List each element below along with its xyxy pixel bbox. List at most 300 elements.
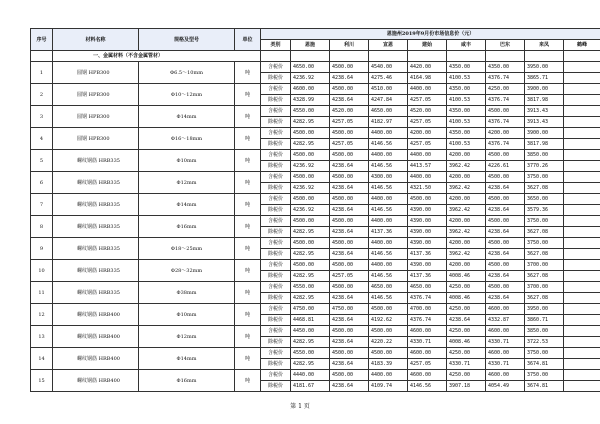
tax-price-cell: 4500.00 (369, 348, 408, 359)
tax-price-cell (564, 150, 600, 161)
tax-price-cell (564, 238, 600, 249)
item-spec: Φ14mm (139, 106, 235, 128)
tax-price-cell: 4650.00 (369, 106, 408, 117)
tax-price-cell: 4250.00 (447, 304, 486, 315)
header-seq: 序号 (31, 29, 53, 51)
item-unit: 吨 (235, 172, 261, 194)
item-seq: 10 (31, 260, 53, 282)
notax-price-cell (564, 271, 600, 282)
tax-price-cell: 4350.00 (486, 62, 525, 73)
notax-price-cell: 4238.64 (330, 315, 369, 326)
tax-price-cell: 3950.00 (525, 62, 564, 73)
tax-price-cell: 4250.00 (447, 282, 486, 293)
item-spec: Φ14mm (139, 348, 235, 370)
notax-price-cell: 4257.05 (408, 139, 447, 150)
item-seq: 7 (31, 194, 53, 216)
price-type-tax: 含税价 (261, 260, 291, 271)
tax-price-cell: 4400.00 (369, 370, 408, 381)
table-row (31, 326, 600, 337)
item-spec: Φ10mm (139, 304, 235, 326)
notax-price-cell: 3627.08 (525, 249, 564, 260)
tax-price-cell: 4500.00 (486, 194, 525, 205)
notax-price-cell: 4468.81 (291, 315, 330, 326)
tax-price-cell: 4350.00 (447, 128, 486, 139)
tax-price-cell: 4500.00 (330, 216, 369, 227)
notax-price-cell: 4376.74 (486, 73, 525, 84)
notax-price-cell: 4247.84 (369, 95, 408, 106)
tax-price-cell: 4500.00 (330, 260, 369, 271)
tax-price-cell: 4650.00 (291, 62, 330, 73)
item-name: 圆钢 HPB300 (53, 128, 139, 150)
tax-price-cell: 4600.00 (486, 348, 525, 359)
tax-price-cell: 4500.00 (408, 194, 447, 205)
tax-price-cell: 3700.00 (525, 282, 564, 293)
item-spec: Φ16～18mm (139, 128, 235, 150)
item-name: 圆钢 HPB300 (53, 106, 139, 128)
tax-price-cell (564, 106, 600, 117)
tax-price-cell: 4500.00 (330, 84, 369, 95)
notax-price-cell: 4183.39 (369, 359, 408, 370)
item-spec: Φ10mm (139, 150, 235, 172)
item-unit: 吨 (235, 84, 261, 106)
table-row (31, 194, 600, 205)
item-name: 螺纹钢筋 HRB335 (53, 238, 139, 260)
price-type-tax: 含税价 (261, 106, 291, 117)
notax-price-cell: 4282.95 (291, 227, 330, 238)
item-name: 螺纹钢筋 HRB335 (53, 150, 139, 172)
price-type-notax: 除税价 (261, 293, 291, 304)
tax-price-cell: 4500.00 (486, 150, 525, 161)
notax-price-cell: 3579.36 (525, 205, 564, 216)
notax-price-cell: 3722.53 (525, 337, 564, 348)
region-header: 宣恩 (369, 40, 408, 51)
tax-price-cell: 4400.00 (369, 260, 408, 271)
notax-price-cell: 4100.53 (447, 117, 486, 128)
tax-price-cell: 4500.00 (486, 260, 525, 271)
notax-price-cell: 4238.64 (330, 359, 369, 370)
price-type-tax: 含税价 (261, 326, 291, 337)
tax-price-cell: 4650.00 (408, 282, 447, 293)
notax-price-cell (564, 359, 600, 370)
tax-price-cell: 3900.00 (525, 128, 564, 139)
item-seq: 8 (31, 216, 53, 238)
item-name: 螺纹钢筋 HRB400 (53, 326, 139, 348)
item-name: 螺纹钢筋 HRB400 (53, 304, 139, 326)
notax-price-cell: 3907.18 (447, 381, 486, 392)
tax-price-cell: 4600.00 (408, 326, 447, 337)
item-spec: Φ14mm (139, 194, 235, 216)
tax-price-cell: 4500.00 (330, 348, 369, 359)
tax-price-cell: 4200.00 (447, 172, 486, 183)
table-row (31, 62, 600, 73)
region-header: 恩施 (291, 40, 330, 51)
table-row (31, 348, 600, 359)
price-type-notax: 除税价 (261, 227, 291, 238)
tax-price-cell (564, 172, 600, 183)
tax-price-cell (564, 260, 600, 271)
region-header: 咸丰 (447, 40, 486, 51)
tax-price-cell: 3900.00 (525, 84, 564, 95)
tax-price-cell: 4450.00 (291, 326, 330, 337)
notax-price-cell: 3860.71 (525, 315, 564, 326)
item-unit: 吨 (235, 260, 261, 282)
tax-price-cell (564, 128, 600, 139)
tax-price-cell: 4500.00 (330, 194, 369, 205)
tax-price-cell: 4350.00 (447, 62, 486, 73)
tax-price-cell: 4250.00 (486, 84, 525, 95)
tax-price-cell: 4390.00 (408, 216, 447, 227)
price-type-tax: 含税价 (261, 216, 291, 227)
notax-price-cell: 3865.71 (525, 73, 564, 84)
tax-price-cell: 3750.00 (525, 172, 564, 183)
notax-price-cell: 4332.87 (486, 315, 525, 326)
notax-price-cell: 4282.95 (291, 359, 330, 370)
table-row (31, 106, 600, 117)
notax-price-cell: 4257.05 (408, 359, 447, 370)
notax-price-cell: 4181.67 (291, 381, 330, 392)
notax-price-cell: 3770.26 (525, 161, 564, 172)
tax-price-cell: 4400.00 (369, 150, 408, 161)
notax-price-cell: 3627.08 (525, 271, 564, 282)
tax-price-cell: 4500.00 (291, 150, 330, 161)
tax-price-cell: 3700.00 (525, 260, 564, 271)
notax-price-cell: 4376.74 (486, 139, 525, 150)
table-row (31, 216, 600, 227)
notax-price-cell: 4146.56 (408, 381, 447, 392)
notax-price-cell: 4146.56 (369, 139, 408, 150)
tax-price-cell: 4600.00 (486, 304, 525, 315)
tax-price-cell: 4500.00 (291, 172, 330, 183)
tax-price-cell (564, 282, 600, 293)
item-spec: Φ6.5～10mm (139, 62, 235, 84)
notax-price-cell: 4236.92 (291, 205, 330, 216)
tax-price-cell (564, 370, 600, 381)
item-seq: 3 (31, 106, 53, 128)
notax-price-cell: 4100.53 (447, 139, 486, 150)
item-spec: Φ16mm (139, 370, 235, 392)
tax-price-cell (564, 348, 600, 359)
tax-price-cell: 4500.00 (330, 62, 369, 73)
table-row (31, 150, 600, 161)
item-unit: 吨 (235, 370, 261, 392)
tax-price-cell: 4390.00 (408, 238, 447, 249)
tax-price-cell: 4400.00 (408, 150, 447, 161)
table-row (31, 282, 600, 293)
notax-price-cell: 4257.05 (330, 271, 369, 282)
tax-price-cell: 4540.00 (369, 62, 408, 73)
notax-price-cell: 4238.64 (330, 381, 369, 392)
tax-price-cell: 4500.00 (369, 304, 408, 315)
price-type-notax: 除税价 (261, 271, 291, 282)
tax-price-cell: 4650.00 (369, 282, 408, 293)
tax-price-cell: 4500.00 (330, 370, 369, 381)
price-type-notax: 除税价 (261, 117, 291, 128)
tax-price-cell: 4750.00 (291, 304, 330, 315)
item-unit: 吨 (235, 348, 261, 370)
notax-price-cell: 4109.74 (369, 381, 408, 392)
notax-price-cell: 3962.42 (447, 227, 486, 238)
notax-price-cell: 3962.42 (447, 161, 486, 172)
tax-price-cell: 4400.00 (408, 84, 447, 95)
notax-price-cell: 3962.42 (447, 205, 486, 216)
tax-price-cell: 4500.00 (291, 128, 330, 139)
category-seq-cell (31, 51, 53, 62)
tax-price-cell: 4550.00 (291, 106, 330, 117)
tax-price-cell: 4500.00 (330, 238, 369, 249)
table-body (31, 51, 600, 392)
tax-price-cell (564, 216, 600, 227)
notax-price-cell: 4137.36 (369, 227, 408, 238)
tax-price-cell: 4200.00 (486, 128, 525, 139)
notax-price-cell: 4238.64 (330, 337, 369, 348)
notax-price-cell: 4257.05 (330, 117, 369, 128)
notax-price-cell (564, 95, 600, 106)
notax-price-cell: 4238.64 (330, 73, 369, 84)
notax-price-cell (564, 117, 600, 128)
notax-price-cell: 4257.05 (330, 139, 369, 150)
notax-price-cell: 4182.97 (369, 117, 408, 128)
price-type-notax: 除税价 (261, 315, 291, 326)
notax-price-cell: 3817.98 (525, 139, 564, 150)
notax-price-cell: 4238.64 (330, 205, 369, 216)
item-seq: 1 (31, 62, 53, 84)
notax-price-cell: 4164.98 (408, 73, 447, 84)
notax-price-cell: 4146.56 (369, 161, 408, 172)
tax-price-cell: 4400.00 (408, 172, 447, 183)
tax-price-cell: 4500.00 (330, 172, 369, 183)
region-header: 巴东 (486, 40, 525, 51)
notax-price-cell: 4220.22 (369, 337, 408, 348)
notax-price-cell: 4238.64 (330, 161, 369, 172)
notax-price-cell: 4330.71 (486, 359, 525, 370)
price-type-tax: 含税价 (261, 128, 291, 139)
notax-price-cell (564, 73, 600, 84)
price-type-tax: 含税价 (261, 348, 291, 359)
price-type-tax: 含税价 (261, 194, 291, 205)
table-row (31, 260, 600, 271)
notax-price-cell: 4282.95 (291, 271, 330, 282)
price-sheet (30, 28, 588, 392)
notax-price-cell: 4008.46 (447, 271, 486, 282)
item-seq: 2 (31, 84, 53, 106)
tax-price-cell: 3750.00 (525, 348, 564, 359)
item-seq: 9 (31, 238, 53, 260)
item-unit: 吨 (235, 304, 261, 326)
price-type-notax: 除税价 (261, 73, 291, 84)
tax-price-cell: 4520.00 (330, 106, 369, 117)
notax-price-cell: 4330.71 (486, 337, 525, 348)
item-name: 螺纹钢筋 HRB335 (53, 282, 139, 304)
notax-price-cell (564, 161, 600, 172)
tax-price-cell: 3750.00 (525, 216, 564, 227)
price-type-notax: 除税价 (261, 183, 291, 194)
tax-price-cell: 3850.00 (525, 326, 564, 337)
notax-price-cell: 4282.95 (291, 139, 330, 150)
item-unit: 吨 (235, 194, 261, 216)
page-footer: 第 1 页 (290, 403, 310, 410)
tax-price-cell: 4250.00 (447, 370, 486, 381)
notax-price-cell: 4008.46 (447, 293, 486, 304)
notax-price-cell: 4330.71 (447, 359, 486, 370)
tax-price-cell: 4510.00 (369, 84, 408, 95)
item-spec: Φ38mm (139, 282, 235, 304)
header-spec: 规格及型号 (139, 29, 235, 51)
category-blank-cell (330, 51, 369, 62)
notax-price-cell: 3817.98 (525, 95, 564, 106)
notax-price-cell: 4137.36 (408, 271, 447, 282)
item-seq: 4 (31, 128, 53, 150)
item-name: 螺纹钢筋 HRB400 (53, 370, 139, 392)
header-price-title: 恩施州2019年9月份市场信息价（元） (261, 29, 600, 40)
table-row (31, 238, 600, 249)
table-row (31, 128, 600, 139)
notax-price-cell: 4376.74 (486, 117, 525, 128)
item-unit: 吨 (235, 150, 261, 172)
item-spec: Φ28～32mm (139, 260, 235, 282)
item-unit: 吨 (235, 62, 261, 84)
notax-price-cell: 3913.43 (525, 117, 564, 128)
tax-price-cell: 4700.00 (408, 304, 447, 315)
tax-price-cell (564, 326, 600, 337)
notax-price-cell: 4376.74 (408, 315, 447, 326)
item-unit: 吨 (235, 216, 261, 238)
category-row (31, 51, 600, 62)
notax-price-cell: 4282.95 (291, 337, 330, 348)
notax-price-cell: 4330.71 (408, 337, 447, 348)
tax-price-cell: 4750.00 (330, 304, 369, 315)
tax-price-cell: 4440.00 (291, 370, 330, 381)
tax-price-cell (564, 194, 600, 205)
header-material-name: 材料名称 (53, 29, 139, 51)
tax-price-cell: 4350.00 (447, 106, 486, 117)
item-seq: 13 (31, 326, 53, 348)
notax-price-cell: 4100.53 (447, 73, 486, 84)
notax-price-cell (564, 139, 600, 150)
tax-price-cell: 4420.00 (408, 62, 447, 73)
region-header: 建始 (408, 40, 447, 51)
notax-price-cell: 4100.53 (447, 95, 486, 106)
notax-price-cell: 4238.64 (330, 293, 369, 304)
notax-price-cell: 4238.64 (330, 183, 369, 194)
tax-price-cell (564, 304, 600, 315)
tax-price-cell: 4200.00 (408, 128, 447, 139)
tax-price-cell: 4500.00 (291, 216, 330, 227)
notax-price-cell: 4282.95 (291, 249, 330, 260)
item-spec: Φ16mm (139, 216, 235, 238)
notax-price-cell (564, 183, 600, 194)
notax-price-cell: 4146.56 (369, 183, 408, 194)
item-name: 螺纹钢筋 HRB400 (53, 348, 139, 370)
notax-price-cell: 4282.95 (291, 117, 330, 128)
tax-price-cell: 4350.00 (447, 84, 486, 95)
price-type-notax: 除税价 (261, 205, 291, 216)
notax-price-cell: 4257.05 (408, 117, 447, 128)
subheader-kind: 类别 (261, 40, 291, 51)
tax-price-cell: 4500.00 (486, 172, 525, 183)
tax-price-cell: 3650.00 (525, 194, 564, 205)
header-row (31, 29, 600, 40)
price-type-tax: 含税价 (261, 304, 291, 315)
price-type-tax: 含税价 (261, 238, 291, 249)
item-unit: 吨 (235, 326, 261, 348)
item-seq: 15 (31, 370, 53, 392)
notax-price-cell: 3962.42 (447, 183, 486, 194)
tax-price-cell: 3750.00 (525, 238, 564, 249)
item-name: 螺纹钢筋 HRB335 (53, 216, 139, 238)
region-header: 鹤峰 (564, 40, 600, 51)
notax-price-cell: 4275.46 (369, 73, 408, 84)
tax-price-cell: 4500.00 (486, 238, 525, 249)
notax-price-cell: 4054.49 (486, 381, 525, 392)
notax-price-cell: 3674.81 (525, 359, 564, 370)
category-blank-cell (408, 51, 447, 62)
price-type-tax: 含税价 (261, 282, 291, 293)
tax-price-cell: 4500.00 (330, 150, 369, 161)
notax-price-cell: 4236.92 (291, 73, 330, 84)
notax-price-cell: 4238.64 (330, 95, 369, 106)
notax-price-cell: 4321.50 (408, 183, 447, 194)
tax-price-cell: 4500.00 (486, 106, 525, 117)
table-row (31, 370, 600, 381)
price-type-notax: 除税价 (261, 249, 291, 260)
notax-price-cell: 4238.64 (486, 249, 525, 260)
item-seq: 14 (31, 348, 53, 370)
tax-price-cell: 4400.00 (369, 194, 408, 205)
item-name: 圆钢 HPB300 (53, 84, 139, 106)
notax-price-cell: 4238.64 (486, 271, 525, 282)
tax-price-cell (564, 62, 600, 73)
item-unit: 吨 (235, 282, 261, 304)
table-row (31, 84, 600, 95)
notax-price-cell: 4390.00 (408, 227, 447, 238)
tax-price-cell: 4500.00 (369, 326, 408, 337)
item-name: 圆钢 HPB300 (53, 62, 139, 84)
price-type-tax: 含税价 (261, 62, 291, 73)
notax-price-cell: 4238.64 (447, 315, 486, 326)
price-type-notax: 除税价 (261, 139, 291, 150)
notax-price-cell: 4376.74 (486, 95, 525, 106)
tax-price-cell: 3850.00 (525, 150, 564, 161)
notax-price-cell: 4238.64 (486, 205, 525, 216)
price-type-notax: 除税价 (261, 161, 291, 172)
header-unit: 单位 (235, 29, 261, 51)
item-spec: Φ12mm (139, 326, 235, 348)
notax-price-cell: 4390.00 (408, 205, 447, 216)
notax-price-cell: 4226.61 (486, 161, 525, 172)
notax-price-cell (564, 315, 600, 326)
category-blank-cell (369, 51, 408, 62)
category-blank-cell (564, 51, 600, 62)
tax-price-cell: 4550.00 (291, 282, 330, 293)
notax-price-cell (564, 293, 600, 304)
item-spec: Φ12mm (139, 172, 235, 194)
tax-price-cell: 4600.00 (408, 348, 447, 359)
region-header: 利川 (330, 40, 369, 51)
category-blank-cell (291, 51, 330, 62)
notax-price-cell: 3674.81 (525, 381, 564, 392)
notax-price-cell (564, 227, 600, 238)
region-header: 来凤 (525, 40, 564, 51)
tax-price-cell: 4600.00 (408, 370, 447, 381)
tax-price-cell: 4550.00 (291, 348, 330, 359)
tax-price-cell: 4500.00 (291, 260, 330, 271)
item-seq: 11 (31, 282, 53, 304)
tax-price-cell: 4400.00 (369, 238, 408, 249)
notax-price-cell: 3962.42 (447, 249, 486, 260)
price-table (30, 28, 600, 392)
item-seq: 6 (31, 172, 53, 194)
notax-price-cell: 4413.57 (408, 161, 447, 172)
